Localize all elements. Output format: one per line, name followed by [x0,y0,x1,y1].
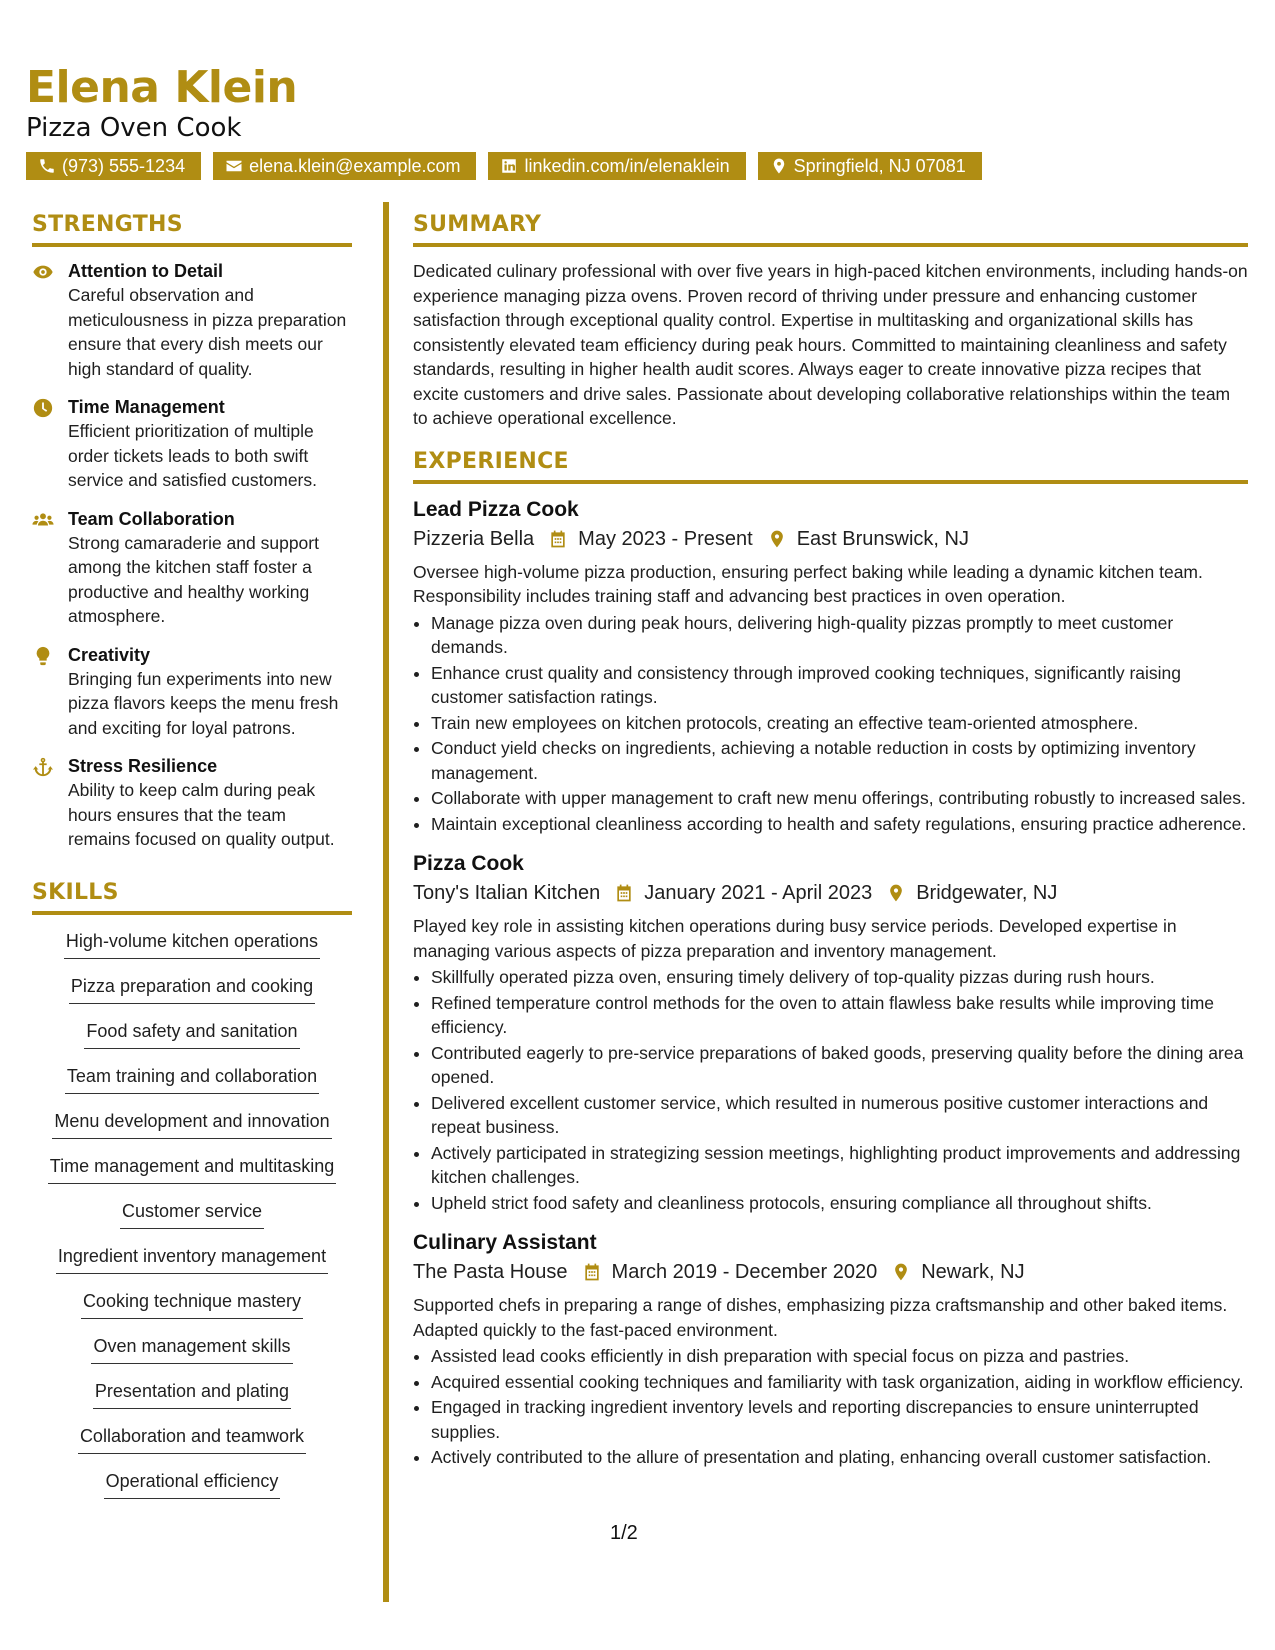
skills-heading: SKILLS [32,880,352,915]
skill-item: Cooking technique mastery [81,1287,303,1319]
phone-text: (973) 555-1234 [62,156,186,176]
right-column [413,212,1248,1484]
location-text: Springfield, NJ 07081 [793,156,966,176]
job-meta [413,1257,1248,1287]
job-bullet: • Delivered excellent customer service, which resulted in numerous positive customer interactions and repeat business. [431,1091,1248,1140]
summary-heading: SUMMARY [413,212,1248,247]
job-bullet: • Collaborate with upper management to craft new menu offerings, contributing robustly to increased sales. [431,786,1248,811]
map-pin-icon [886,883,906,903]
skill-item: Time management and multitasking [48,1152,336,1184]
job-bullet: • Conduct yield checks on ingredients, achieving a notable reduction in costs by optimizing inventory management. [431,736,1248,785]
job-bullets [413,1344,1248,1470]
job-bullets [413,965,1248,1215]
strength-item [32,507,352,629]
strength-desc: Bringing fun experiments into new pizza flavors keeps the menu fresh and exciting for loyal patrons. [68,668,339,738]
map-pin-icon [891,1262,911,1282]
job-bullet: • Skillfully operated pizza oven, ensuring timely delivery of top-quality pizzas during rush hours. [431,965,1248,990]
job-bullets [413,611,1248,837]
skill-item: Oven management skills [91,1332,292,1364]
job-location: Bridgewater, NJ [916,882,1058,904]
job-dates: May 2023 - Present [578,527,753,550]
job-description: Supported chefs in preparing a range of dishes, emphasizing pizza craftsmanship and other baked items. Adapted quickly to the fast-paced environment. [413,1295,1228,1340]
skill-item: Collaboration and teamwork [78,1422,306,1454]
map-pin-icon [770,157,788,175]
left-column [32,212,352,1512]
job-entry [413,1229,1248,1470]
skill-item: Presentation and plating [93,1377,291,1409]
job-title: Culinary Assistant [413,1231,597,1254]
summary-text: Dedicated culinary professional with over five years in high-paced kitchen environments, including hands-on experience managing pizza ovens. Proven record of thriving under pressure and enhancing customer satisfaction through exceptional quality control. Expertise in multitasking and organizational skills has consistently elevated team efficiency during peak hours. Committed to maintaining cleanliness and safety standards, resulting in higher health audit scores. Always eager to create innovative pizza recipes that excite customers and drive sales. Passionate about developing collaborative relationships within the team to achieve operational excellence. [413,261,1248,428]
job-company: The Pasta House [413,1261,568,1283]
strength-desc: Careful observation and meticulousness in pizza preparation ensure that every dish meets our high standard of quality. [68,285,347,379]
linkedin-icon [500,157,518,175]
job-title: Pizza Cook [413,852,524,875]
page-number: 1/2 [610,1522,638,1544]
strength-desc: Strong camaraderie and support among the kitchen staff foster a productive and healthy working atmosphere. [68,532,319,626]
job-title: Lead Pizza Cook [413,497,579,521]
job-bullet: • Maintain exceptional cleanliness according to health and safety regulations, ensuring practice adherence. [431,812,1248,837]
location-contact [758,152,982,180]
linkedin-text: linkedin.com/in/elenaklein [524,156,730,176]
skill-list [32,927,352,1512]
users-icon [32,509,54,531]
strengths-heading: STRENGTHS [32,212,352,247]
skill-item: Customer service [120,1197,264,1229]
job-dates: March 2019 - December 2020 [611,1261,878,1283]
job-entry [413,850,1248,1215]
clock-icon [32,397,54,419]
job-bullet: • Enhance crust quality and consistency through improved cooking techniques, significantly raising customer satisfaction ratings. [431,661,1248,710]
job-company: Tony's Italian Kitchen [413,882,601,904]
job-dates: January 2021 - April 2023 [644,882,873,904]
job-bullet: • Assisted lead cooks efficiently in dish preparation with special focus on pizza and pastries. [431,1344,1248,1369]
envelope-icon [225,157,243,175]
strength-desc: Efficient prioritization of multiple order tickets leads to both swift service and satisfied customers. [68,421,317,490]
skill-item: Pizza preparation and cooking [69,972,315,1004]
lightbulb-icon [32,645,54,667]
eye-icon [32,261,54,283]
contact-bar [26,152,982,180]
job-description: Oversee high-volume pizza production, ensuring perfect baking while leading a dynamic kitchen team. Responsibility includes training staff and advancing best practices in oven operation. [413,561,1203,606]
job-description: Played key role in assisting kitchen operations during busy service periods. Developed expertise in managing various aspects of pizza preparation and inventory management. [413,916,1177,961]
skill-item: Food safety and sanitation [84,1017,299,1049]
strength-name: Stress Resilience [68,756,218,776]
strength-name: Creativity [68,644,151,665]
linkedin-contact[interactable] [488,152,745,180]
calendar-icon [582,1262,602,1282]
skill-item: Ingredient inventory management [56,1242,328,1274]
job-bullet: • Actively contributed to the allure of presentation and plating, enhancing overall customer satisfaction. [431,1445,1248,1470]
job-bullet: • Engaged in tracking ingredient inventory levels and reporting discrepancies to ensure uninterrupted supplies. [431,1395,1248,1444]
strength-item [32,643,352,741]
column-divider [383,202,389,1602]
calendar-icon [614,883,634,903]
strength-item [32,259,352,381]
job-bullet: • Actively participated in strategizing session meetings, highlighting product improvements and addressing kitchen challenges. [431,1141,1248,1190]
job-bullet: • Upheld strict food safety and cleanliness protocols, ensuring compliance all throughout shifts. [431,1191,1248,1216]
phone-icon [38,157,56,175]
experience-heading: EXPERIENCE [413,449,1248,484]
job-bullet: • Acquired essential cooking techniques and familiarity with task organization, aiding in workflow efficiency. [431,1370,1248,1395]
job-bullet: • Refined temperature control methods for the oven to attain flawless bake results while improving time efficiency. [431,991,1248,1040]
strength-item [32,395,352,493]
skill-item: Team training and collaboration [65,1062,319,1094]
job-bullet: • Manage pizza oven during peak hours, delivering high-quality pizzas promptly to meet customer demands. [431,611,1248,660]
skill-item: Menu development and innovation [52,1107,331,1139]
job-bullet: • Contributed eagerly to pre-service preparations of baked goods, preserving quality before the dining area opened. [431,1041,1248,1090]
candidate-title: Pizza Oven Cook [26,113,242,143]
job-entry [413,496,1248,837]
job-company: Pizzeria Bella [413,527,535,550]
skills-section [32,880,352,1512]
strength-item [32,754,352,852]
job-meta [413,524,1248,554]
phone-contact[interactable] [26,152,201,180]
strength-desc: Ability to keep calm during peak hours ensures that the team remains focused on quality output. [68,780,335,849]
strength-name: Team Collaboration [68,508,235,529]
skill-item: High-volume kitchen operations [64,927,320,959]
job-location: Newark, NJ [921,1261,1025,1283]
anchor-icon [32,756,54,778]
calendar-icon [548,529,568,549]
skill-item: Operational efficiency [104,1467,281,1499]
email-contact[interactable] [213,152,476,180]
strength-name: Time Management [68,397,225,417]
job-bullet: • Train new employees on kitchen protocols, creating an effective team-oriented atmosphere. [431,711,1248,736]
strength-name: Attention to Detail [68,261,223,281]
email-text: elena.klein@example.com [249,156,461,176]
job-location: East Brunswick, NJ [796,527,969,550]
job-meta [413,878,1248,908]
candidate-name: Elena Klein [26,62,298,113]
map-pin-icon [767,529,787,549]
